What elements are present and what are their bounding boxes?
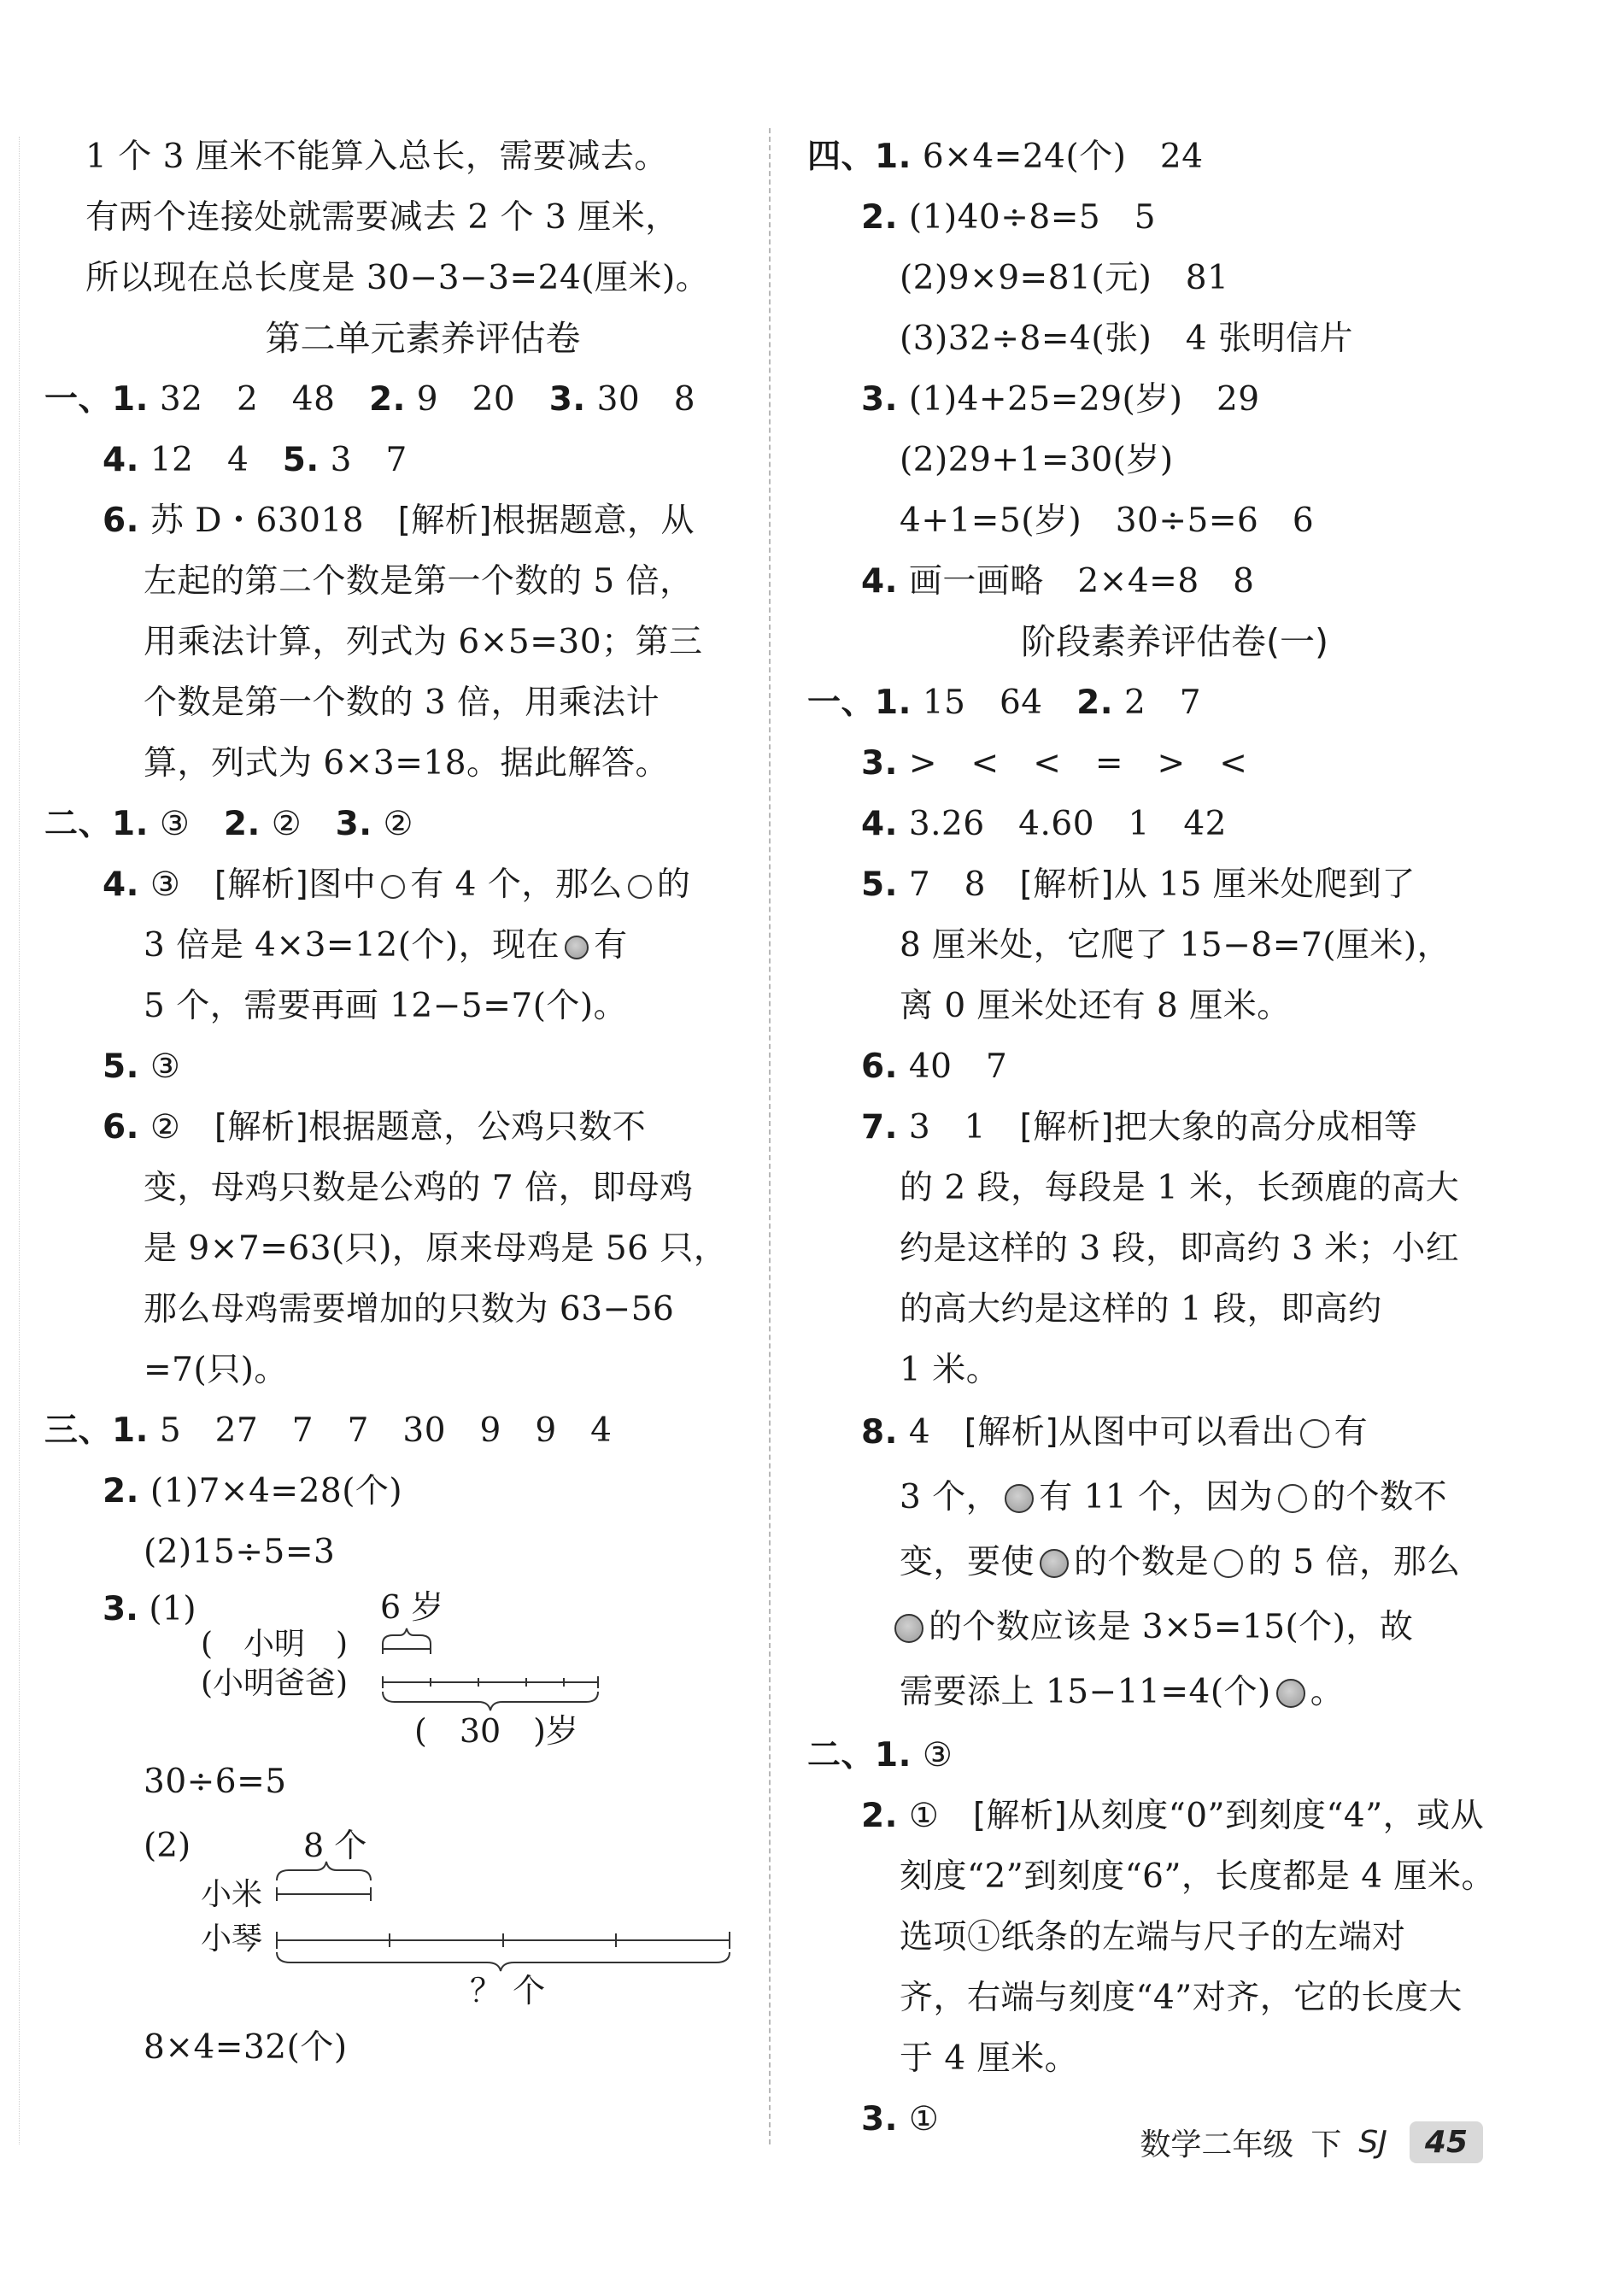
answer: (2)9×9=81(元) 81 [900,259,1229,297]
text-line [85,126,760,187]
text-line [807,976,1508,1036]
section-heading: 一、 [44,380,113,419]
count-label: 8 个 [303,1827,367,1864]
text: 有 [1334,1413,1369,1452]
answer-line [85,2017,760,2078]
answer-line [44,369,760,430]
answer: ① [897,2100,940,2138]
section-heading: 三、 [44,1411,113,1450]
answer-line [807,733,1508,794]
text: 左起的第二个数是第一个数的 5 倍， [144,562,694,601]
answer-line [807,1036,1508,1097]
text: 变，母鸡只数是公鸡的 7 倍，即母鸡 [144,1169,694,1207]
item-number: 4. [103,441,139,479]
answer-line [807,1400,1508,1465]
answer-line [44,1400,760,1461]
item-number: 5. [103,1047,139,1086]
text: 的个数应该是 3×5=15(个)，故 [929,1608,1414,1646]
answer-line [807,248,1508,308]
text-line [85,1158,760,1218]
answer: 苏 D・63018 [138,502,398,540]
brace-top [383,1628,431,1644]
answer: 6×4=24(个) 24 [911,138,1204,176]
answer-line [85,854,760,915]
total-label: ( 30 )岁 [414,1712,579,1750]
answer: 7 8 [897,865,1020,904]
age-label: 6 岁 [380,1588,444,1626]
answer-line [807,794,1508,854]
text-line [85,1218,760,1279]
section-heading: 二、 [807,1736,876,1775]
item-number: 1. [875,138,912,176]
text: 从图中可以看出 [1058,1413,1295,1452]
text-line [807,1465,1508,1530]
text: 所以现在总长度是 30−3−3=24(厘米)。 [85,259,710,297]
section-title: 第二单元素养评估卷 [265,318,581,359]
line-segment-diagram [85,1812,735,2009]
text: 约是这样的 3 段，即高约 3 米；小红 [900,1229,1460,1268]
text: 齐，右端与刻度“4”对齐，它的长度大 [900,1979,1463,2017]
answer: 30÷6=5 [144,1763,287,1801]
brace-bottom [383,1692,598,1710]
column-divider [769,128,771,2144]
text-line [807,1218,1508,1279]
binding-edge [19,137,20,2144]
circle-icon [381,875,405,899]
answer-line [85,1522,760,1582]
item-number: 4. [861,805,898,843]
analysis-label: [解析] [214,865,309,904]
text-line [85,733,760,794]
answer-line [807,430,1508,490]
answer-line [807,1725,1508,1786]
text: 有两个连接处就需要减去 2 个 3 厘米， [85,198,679,237]
answer-line [807,1097,1508,1158]
text-line [807,1968,1508,2028]
text-line [807,1595,1508,1660]
text: 于 4 厘米。 [900,2039,1079,2078]
answer: (1)40÷8=5 5 [897,198,1157,237]
text-line [807,1530,1508,1595]
circle-icon [1278,1484,1307,1513]
text: 的高大约是这样的 1 段，即高约 [900,1290,1382,1329]
text: 1 个 3 厘米不能算入总长，需要减去。 [85,138,668,176]
text: 有 4 个，那么 [410,865,623,904]
text: 3 个， [900,1478,1000,1517]
item-number: 6. [861,1047,898,1086]
item-number: 3. [861,2100,898,2138]
answer: 3 7 [319,441,407,479]
filled-circle-icon [565,936,589,959]
text: 有 [594,926,628,965]
text: 把大象的高分成相等 [1113,1108,1418,1147]
answer: 9 20 [405,380,549,419]
text: 。 [1310,1673,1345,1711]
text: 有 11 个，因为 [1039,1478,1274,1517]
text: 需要添上 15−11=4(个) [900,1673,1271,1711]
answer: 12 4 [138,441,283,479]
item-number: 6. [103,1108,139,1147]
filled-circle-icon [894,1614,923,1643]
person-label-xiaoming: ( 小明 ) [201,1627,349,1662]
left-column [44,126,760,2078]
answer-line [85,430,760,490]
text: 根据题意，从 [492,502,695,540]
item-number: 8. [861,1413,898,1452]
text: 1 米。 [900,1351,1000,1389]
text: 刻度“2”到刻度“6”，长度都是 4 厘米。 [900,1857,1495,1896]
answer-line [807,308,1508,369]
item-number: 7. [861,1108,898,1147]
brace-top [277,1862,371,1880]
item-number: 4. [861,562,898,601]
text: 选项①纸条的左端与尺子的左端对 [900,1918,1406,1957]
answer: 3 1 [897,1108,1020,1147]
answer-line [85,490,760,551]
answer: ② [260,805,336,843]
page-footer [1140,2115,1483,2169]
answer: 2 7 [1113,683,1202,722]
analysis-label: [解析] [1019,865,1114,904]
answer: 画一画略 2×4=8 8 [897,562,1255,601]
volume-label: 下 [1310,2127,1342,2162]
filled-circle-icon [1040,1549,1069,1578]
text: 的 5 倍，那么 [1248,1543,1461,1581]
item-number: 2. [368,380,406,419]
answer: (1) [138,1590,196,1628]
item-number: 1. [112,805,149,843]
item-number: 2. [861,198,898,237]
item-number: 3. [861,744,898,783]
item-number: 2. [1076,683,1114,722]
answer: ② [138,1108,214,1147]
item-number: 2. [861,1797,898,1835]
person-label-father: (小明爸爸) [201,1666,349,1701]
answer-line [807,672,1508,733]
text-line [807,1279,1508,1340]
text-line [807,1907,1508,1968]
answer: 3.26 4.60 1 42 [897,805,1227,843]
text-line [807,2028,1508,2089]
circle-icon [1214,1549,1243,1578]
answer-line [85,1751,760,1812]
item-number: 5. [861,865,898,904]
text-line [807,1660,1508,1725]
answer: 5 27 7 7 30 9 9 4 [148,1411,613,1450]
answer-line [85,1036,760,1097]
answer-line [807,187,1508,248]
text: 从刻度“0”到刻度“4”，或从 [1067,1797,1485,1835]
analysis-label: [解析] [964,1413,1059,1452]
section-heading: 二、 [44,805,113,843]
item-number: 3. [548,380,586,419]
text: 5 个，需要再画 12−5=7(个)。 [144,987,628,1025]
answer: 4 [897,1413,964,1452]
answer: 15 64 [911,683,1077,722]
analysis-label: [解析] [1019,1108,1114,1147]
text: 个数是第一个数的 3 倍，用乘法计 [144,683,660,722]
answer-line [807,126,1508,187]
item-number: 1. [875,1736,912,1775]
text: 的个数是 [1074,1543,1210,1581]
answer-line [85,1461,760,1522]
text-line [807,1340,1508,1400]
text-line [85,1279,760,1340]
item-number: 5. [282,441,320,479]
filled-circle-icon [1276,1679,1305,1708]
answer: ③ [138,1047,181,1086]
text: 的 [656,865,691,904]
circle-icon [1300,1419,1329,1448]
item-number: 1. [112,380,149,419]
answer: ① [897,1797,973,1835]
text-line [807,1158,1508,1218]
answer-line [44,794,760,854]
answer-line [807,1786,1508,1846]
answer: ② [372,805,413,843]
right-column [807,126,1508,2150]
text-line [807,915,1508,976]
item-number: 6. [103,502,139,540]
text-line [85,1340,760,1400]
text: 用乘法计算，列式为 6×5=30；第三 [144,623,703,661]
brace-bottom [277,1952,730,1971]
answer: 40 7 [897,1047,1008,1086]
text: 那么母鸡需要增加的只数为 63−56 [144,1290,675,1329]
person-label-xiaomi: 小米 [201,1877,263,1912]
circle-icon [628,875,652,899]
edition-label: SJ [1358,2124,1387,2160]
section-heading: 一、 [807,683,876,722]
item-number: 3. [103,1590,138,1628]
text-line [85,976,760,1036]
answer: 4+1=5(岁) 30÷5=6 6 [900,502,1315,540]
section-heading: 四、 [807,138,876,176]
text: 8 厘米处，它爬了 15−8=7(厘米)， [900,926,1451,965]
answer: 30 8 [585,380,696,419]
answer-line [807,551,1508,612]
answer: ③ [148,805,224,843]
analysis-label: [解析] [397,502,493,540]
answer-line [85,1097,760,1158]
item-number: 2. [103,1472,139,1511]
item-number: 1. [875,683,912,722]
text: 变，要使 [900,1543,1035,1581]
answer: 32 2 48 [148,380,369,419]
text: 是 9×7=63(只)，原来母鸡是 56 只， [144,1229,728,1268]
item-number: 1. [112,1411,149,1450]
answer: ③ [911,1736,953,1775]
text: 3 倍是 4×3=12(个)，现在 [144,926,560,965]
diagram-count [85,1812,760,2009]
text: 算，列式为 6×3=18。据此解答。 [144,744,670,783]
item-number: 2. [223,805,261,843]
answer: (2)29+1=30(岁) [900,441,1174,479]
diagram-age [85,1584,760,1755]
text: 从 15 厘米处爬到了 [1113,865,1416,904]
person-label-xiaoqin: 小琴 [201,1921,263,1957]
text-line [85,612,760,672]
text: 的 2 段，每段是 1 米，长颈鹿的高大 [900,1169,1460,1207]
text: 离 0 厘米处还有 8 厘米。 [900,987,1291,1025]
item-number: 3. [861,380,898,419]
analysis-label: [解析] [214,1108,309,1147]
analysis-label: [解析] [972,1797,1068,1835]
text: 的个数不 [1312,1478,1448,1517]
text-line [85,248,760,308]
answer: ③ [138,865,214,904]
sub-part-label: (2) [144,1827,191,1865]
text-line [85,551,760,612]
answer: > < < = > < [897,744,1248,783]
text-line [85,915,760,976]
page-number: 45 [1410,2121,1483,2163]
answer: (1)7×4=28(个) [138,1472,403,1511]
answer: (3)32÷8=4(张) 4 张明信片 [900,320,1353,358]
text: 图中 [308,865,377,904]
answer-line [807,490,1508,551]
filled-circle-icon [1005,1484,1034,1513]
item-number: 3. [335,805,372,843]
answer: (2)15÷5=3 [144,1533,336,1571]
answer-line [807,369,1508,430]
question-label: ？ 个 [470,1972,546,2009]
item-number: 4. [103,865,139,904]
line-segment-diagram [85,1584,701,1755]
text-line [85,672,760,733]
answer-line [807,854,1508,915]
text-line [807,1846,1508,1907]
answer: (1)4+25=29(岁) 29 [897,380,1260,419]
section-title: 阶段素养评估卷(一) [1021,621,1328,662]
text: =7(只)。 [144,1351,288,1389]
text: 根据题意，公鸡只数不 [308,1108,647,1147]
answer: 8×4=32(个) [144,2028,348,2067]
subject-label: 数学二年级 [1140,2127,1294,2162]
text-line [85,187,760,248]
